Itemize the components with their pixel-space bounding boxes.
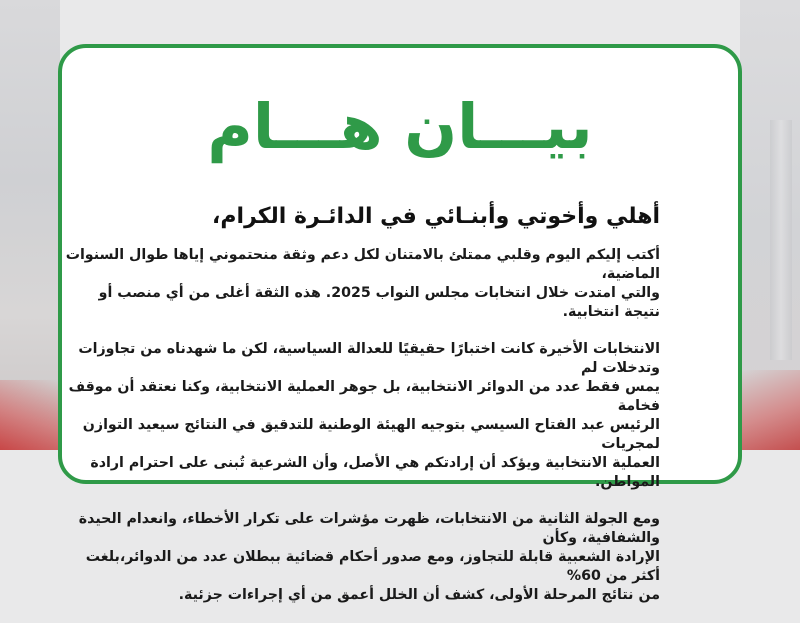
paragraph-1: أكتب إليكم اليوم وقلبي ممتلئ بالامتنان لكل دعم وثقة منحتموني إياها طوال السنوات الماضية، والتي امتدت خلال انتخابات مجلس النواب 2025. هذه الثقة أغلى من أي منصب أو نتيجة انتخابية. <box>65 247 660 320</box>
statement-card <box>58 44 742 603</box>
paragraph-3: ومع الجولة الثانية من الانتخابات، ظهرت مؤشرات على تكرار الأخطاء، وانعدام الحيدة والشفافية، وكأن الإرادة الشعبية قابلة للتجاوز، ومع صدور أحكام قضائية ببطلان عدد من الدوائر،بلغت أكثر من 60% من نتائج المرحلة الأولى، كشف أن الخلل أعمق من أي إجراءات جزئية. <box>78 511 660 603</box>
statement-title: بيـــان هـــام <box>207 90 593 163</box>
statement-body <box>60 246 660 623</box>
background-pillar <box>770 120 792 360</box>
flag-decoration-left <box>0 380 58 450</box>
flag-decoration-right <box>742 370 800 450</box>
paragraph-2: الانتخابات الأخيرة كانت اختبارًا حقيقيًا للعدالة السياسية، لكن ما شهدناه من تجاوزات وتدخلات لم يمس فقط عدد من الدوائر الانتخابية، بل جوهر العملية الانتخابية، وكنا نعتقد أن موقف فخامة الرئيس عبد الفتاح السيسي بتوجيه الهيئة الوطنية للتدقيق في النتائج سيعيد التوازن لمجريات العملية الانتخابية ويؤكد أن إرادتكم هي الأصل، وأن الشرعية تُبنى على احترام ارادة المواطن. <box>68 341 660 490</box>
statement-greeting: أهلي وأخوتي وأبنـائي في الدائـرة الكرام، <box>212 204 660 229</box>
